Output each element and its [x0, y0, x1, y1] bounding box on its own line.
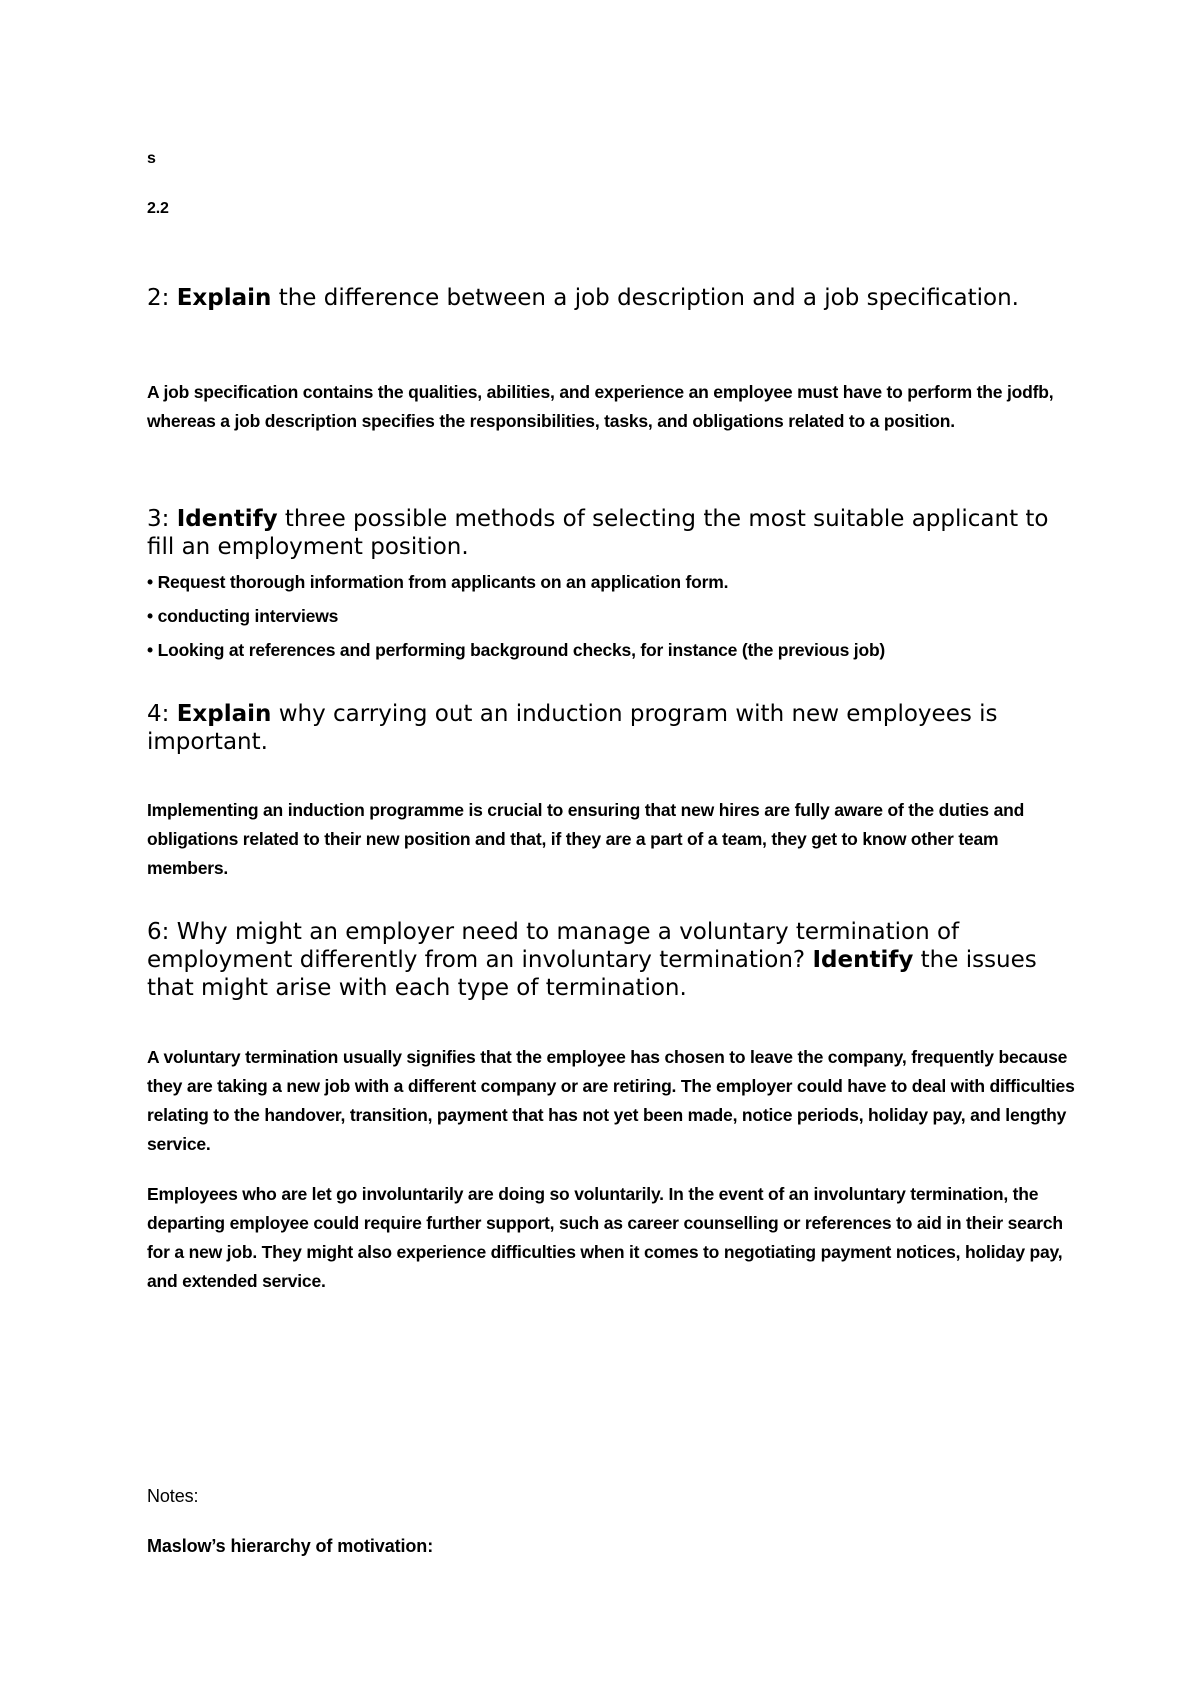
- question-keyword: Explain: [176, 701, 272, 727]
- question-text: Why might an employer need to manage a voluntary termination of employment differently from an involuntary termination?: [147, 919, 960, 973]
- question-6-heading: [147, 918, 1077, 1002]
- question-3-bullet-list: [147, 565, 1077, 667]
- list-item: • Looking at references and performing background checks, for instance (the previous job): [147, 640, 886, 660]
- question-text: three possible methods of selecting the most suitable applicant to fill an employment position.: [147, 506, 1049, 560]
- question-6-answer-voluntary: A voluntary termination usually signifies that the employee has chosen to leave the company, frequently because they are taking a new job with a different company or are retiring. The employer could have to deal with difficulties relating to the handover, transition, payment that has not yet been made, notice periods, holiday pay, and lengthy service.: [147, 1047, 1075, 1154]
- list-item: • Request thorough information from applicants on an application form.: [147, 572, 729, 592]
- question-6-answer-involuntary: Employees who are let go involuntarily are doing so voluntarily. In the event of an involuntary termination, the departing employee could require further support, such as career counselling or references to aid in their search for a new job. They might also experience difficulties when it comes to negotiating payment notices, holiday pay, and extended service.: [147, 1184, 1063, 1291]
- section-number: 2.2: [147, 200, 169, 217]
- question-2-heading: [147, 284, 1077, 312]
- question-2-answer: A job specification contains the qualities, abilities, and experience an employee must have to perform the jodfb, whereas a job description specifies the responsibilities, tasks, and obligations related to a position.: [147, 382, 1054, 431]
- question-number: 6:: [147, 919, 170, 945]
- question-keyword: Identify: [812, 947, 914, 973]
- question-number: 3:: [147, 506, 170, 532]
- question-text: why carrying out an induction program with new employees is important.: [147, 701, 998, 755]
- question-text: the issues that might arise with each type of termination.: [147, 947, 1037, 1001]
- question-3-heading: [147, 505, 1077, 561]
- question-4-answer: Implementing an induction programme is crucial to ensuring that new hires are fully aware of the duties and obligations related to their new position and that, if they are a part of a team, they get to know other team members.: [147, 800, 1025, 878]
- notes-item: Maslow’s hierarchy of motivation:: [147, 1536, 434, 1556]
- list-item: • conducting interviews: [147, 606, 339, 626]
- question-number: 4:: [147, 701, 170, 727]
- question-text: the difference between a job description and a job specification.: [271, 285, 1019, 311]
- question-keyword: Identify: [176, 506, 278, 532]
- question-4-heading: [147, 700, 1077, 756]
- notes-label: Notes:: [147, 1486, 199, 1506]
- question-keyword: Explain: [176, 285, 272, 311]
- stray-letter: s: [147, 150, 156, 167]
- question-number: 2:: [147, 285, 170, 311]
